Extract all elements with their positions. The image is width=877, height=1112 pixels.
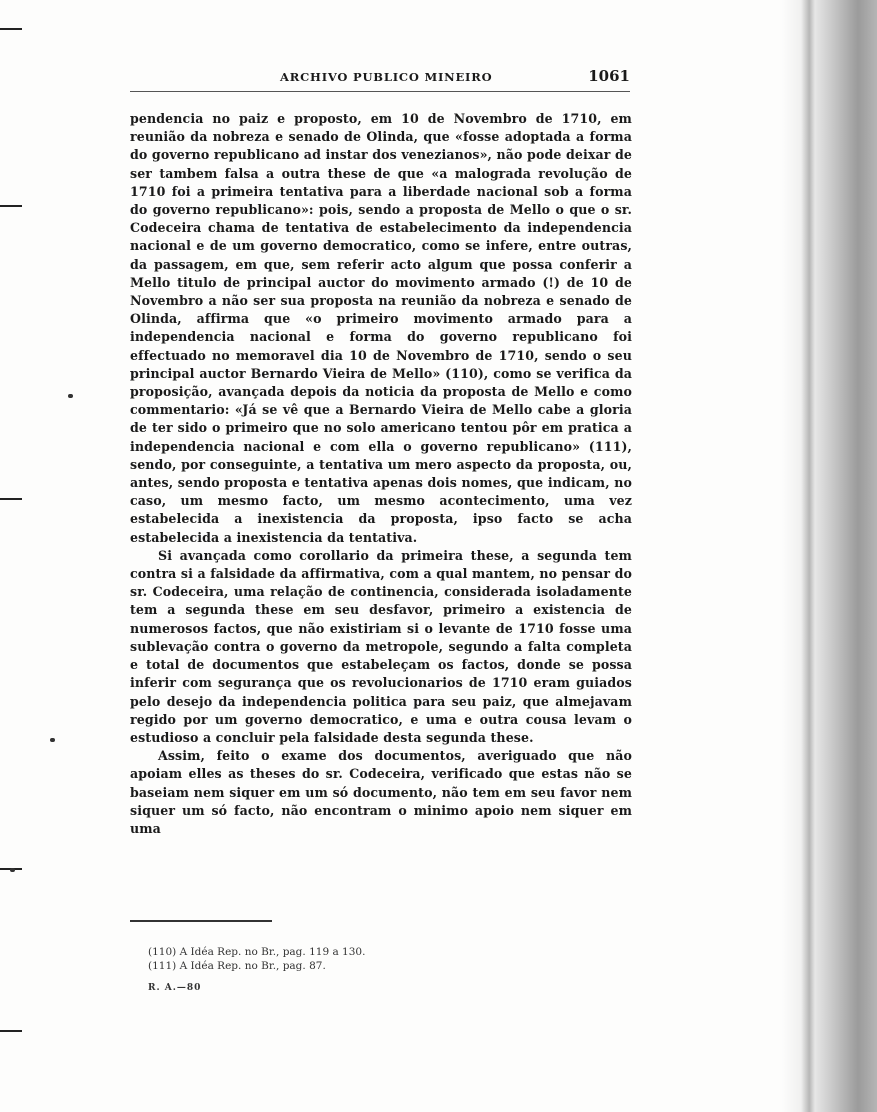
running-title: ARCHIVO PUBLICO MINEIRO bbox=[280, 70, 493, 84]
margin-tick bbox=[0, 498, 22, 500]
margin-tick bbox=[0, 28, 22, 30]
footnote: (111) A Idéa Rep. no Br., pag. 87. bbox=[148, 960, 326, 972]
paragraph: pendencia no paiz e proposto, em 10 de Novembro de 1710, em reunião da nobreza e senado de Olinda, que «fosse adoptada a forma do governo republicano ad instar dos venezianos», não pode deixar de ser tambem falsa a outra these de que «a malograda revolução de 1710 foi a primeira tentativa para a liberdade nacional sob a forma do governo republicano»: pois, sendo a proposta de Mello o que o sr. Codeceira chama de tentativa de estabelecimento da independencia nacional e de um governo democratico, como se infere, entre outras, da passagem, em que, sem referir acto algum que possa conferir a Mello titulo de principal auctor do movimento armado (!) de 10 de Novembro a não ser sua proposta na reunião da nobreza e senado de Olinda, affirma que «o primeiro movimento armado para a independencia nacional e forma do governo republicano foi effectuado no memoravel dia 10 de Novembro de 1710, sendo o seu principal auctor Bernardo Vieira de Mello» (110), como se verifica da proposição, avançada depois da noticia da proposta de Mello e como commentario: «Já se vê que a Bernardo Vieira de Mello cabe a gloria de ter sido o primeiro que no solo americano tentou pôr em pratica a independencia nacional e com ella o governo republicano» (111), sendo, por conseguinte, a tentativa um mero aspecto da proposta, ou, antes, sendo proposta e tentativa apenas dois nomes, que indicam, no caso, um mesmo facto, um mesmo acontecimento, uma vez estabelecida a inexistencia da proposta, ipso facto se acha estabelecida a inexistencia da tentativa. bbox=[130, 111, 632, 545]
header-rule bbox=[130, 91, 630, 92]
page-header bbox=[130, 67, 630, 90]
body-text bbox=[130, 110, 632, 838]
margin-mark bbox=[68, 394, 73, 398]
paragraph: Assim, feito o exame dos documentos, averiguado que não apoiam elles as theses do sr. Codeceira, verificado que estas não se baseiam nem siquer em um só documento, não tem em seu favor nem siquer um só facto, não encontram o minimo apoio nem siquer em uma bbox=[130, 748, 632, 836]
footnote-rule bbox=[130, 920, 272, 922]
paragraph: Si avançada como corollario da primeira these, a segunda tem contra si a falsidade da affirmativa, com a qual mantem, no pensar do sr. Codeceira, uma relação de continencia, considerada isoladamente tem a segunda these em seu desfavor, primeiro a existencia de numerosos factos, que não existiriam si o levante de 1710 fosse uma sublevação contra o governo da metropole, segundo a falta completa e total de documentos que estabeleçam os factos, donde se possa inferir com segurança que os revolucionarios de 1710 eram guiados pelo desejo da independencia politica para seu paiz, que almejavam regido por um governo democratico, e uma e outra cousa levam o estudioso a concluir pela falsidade desta segunda these. bbox=[130, 547, 632, 745]
footnote: (110) A Idéa Rep. no Br., pag. 119 a 130. bbox=[148, 946, 366, 958]
binding-shadow bbox=[782, 0, 877, 1112]
margin-tick bbox=[0, 205, 22, 207]
page-number: 1061 bbox=[588, 67, 630, 85]
signature-mark: R. A.—80 bbox=[148, 983, 202, 993]
margin-tick bbox=[0, 1030, 22, 1032]
page-fold-line bbox=[801, 0, 815, 1112]
footnotes bbox=[148, 945, 608, 973]
margin-mark bbox=[50, 738, 55, 742]
margin-mark bbox=[10, 868, 15, 872]
